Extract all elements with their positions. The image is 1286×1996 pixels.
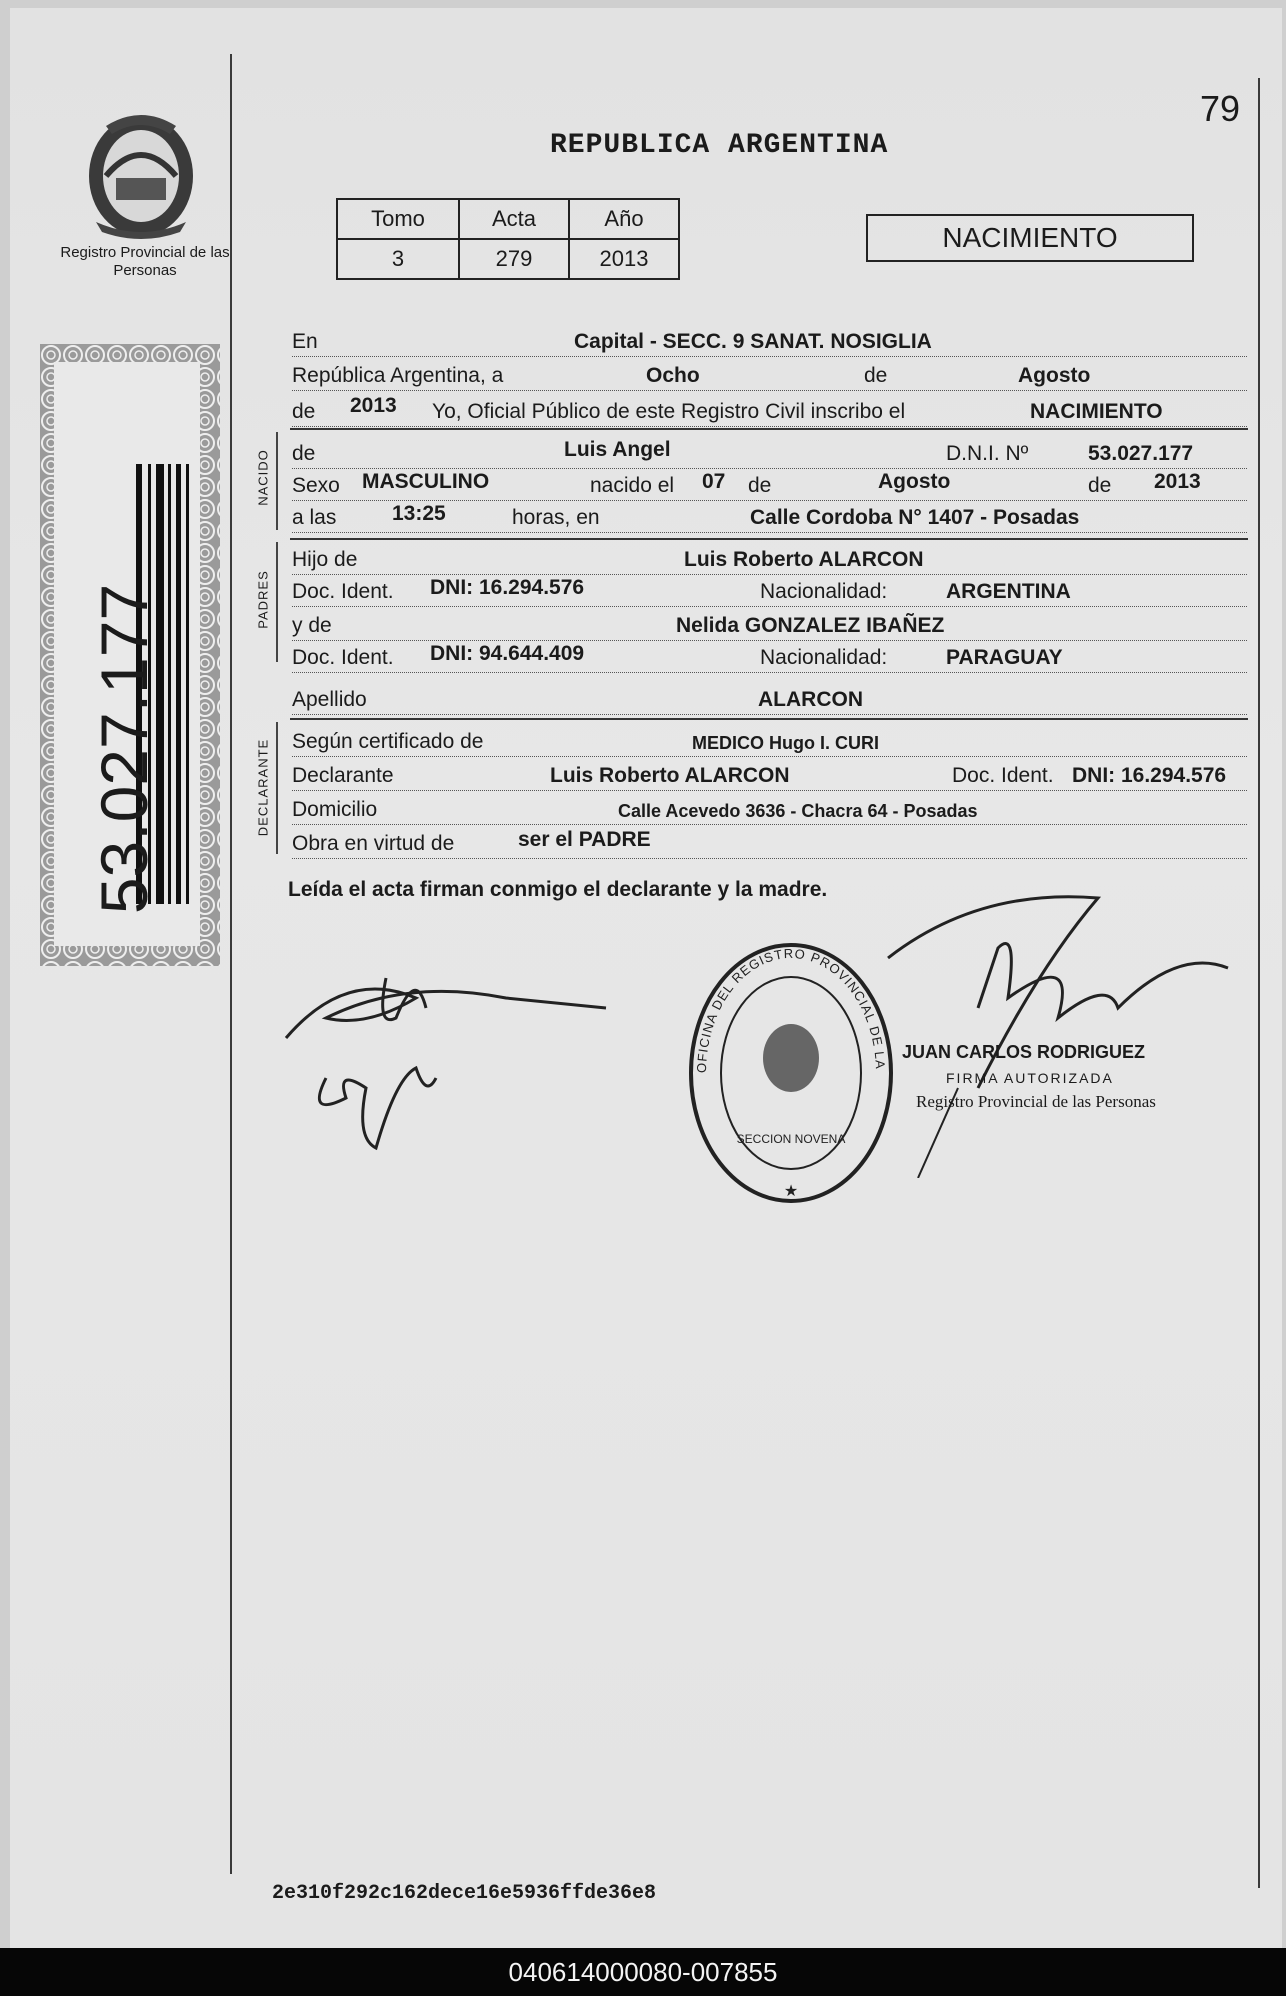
nacido-dni-value: 53.027.177 xyxy=(1088,442,1194,465)
en-value: Capital - SECC. 9 SANAT. NOSIGLIA xyxy=(574,330,932,353)
padres-bracket xyxy=(276,542,278,662)
nacido-dni-label: D.N.I. Nº xyxy=(946,442,1029,465)
madre-nac-label: Nacionalidad: xyxy=(760,646,888,669)
declarante-label: Declarante xyxy=(292,764,394,787)
row-sexo xyxy=(292,470,1247,501)
document-hash: 2e310f292c162dece16e5936ffde36e8 xyxy=(272,1882,657,1905)
inscribo-value: NACIMIENTO xyxy=(1030,400,1163,423)
separator xyxy=(290,538,1248,540)
row-nacido-nombre xyxy=(292,438,1247,469)
seal-inner-text: SECCION NOVENA xyxy=(736,1132,846,1146)
hora-value: 13:25 xyxy=(392,502,446,525)
intro-anio-value: 2013 xyxy=(350,394,397,417)
lugar-value: Calle Cordoba N° 1407 - Posadas xyxy=(750,506,1080,529)
padre-nac-value: ARGENTINA xyxy=(946,580,1071,603)
hijo-de-label: Hijo de xyxy=(292,548,358,571)
firma-autorizada: FIRMA AUTORIZADA xyxy=(946,1070,1114,1086)
nacido-el-label: nacido el xyxy=(590,474,675,497)
sexo-value: MASCULINO xyxy=(362,470,490,493)
padre-doc-value: DNI: 16.294.576 xyxy=(430,576,585,599)
padre-nac-label: Nacionalidad: xyxy=(760,580,888,603)
nacido-mes-value: Agosto xyxy=(878,470,951,493)
officer-registro: Registro Provincial de las Personas xyxy=(916,1092,1156,1111)
barcode-panel xyxy=(40,344,220,966)
certificado-label: Según certificado de xyxy=(292,730,484,753)
padre-value: Luis Roberto ALARCON xyxy=(684,548,924,571)
barcode-number: 53.027.177 xyxy=(87,583,161,915)
declarant-signature-icon xyxy=(266,958,626,1158)
de-label: de xyxy=(864,364,888,387)
madre-doc-label: Doc. Ident. xyxy=(292,646,394,669)
declarante-section-label: DECLARANTE xyxy=(255,738,271,837)
alas-label: a las xyxy=(292,506,337,529)
row-domicilio xyxy=(292,794,1247,825)
nacido-section-label: NACIDO xyxy=(255,449,271,506)
nacido-nombre-value: Luis Angel xyxy=(564,438,671,461)
declarante-value: Luis Roberto ALARCON xyxy=(550,764,790,787)
nacido-de2-label: de xyxy=(748,474,772,497)
tipo-acta-box: NACIMIENTO xyxy=(866,214,1194,262)
officer-signature-icon xyxy=(878,888,1238,1178)
nacido-anio-value: 2013 xyxy=(1154,470,1201,493)
separator xyxy=(290,718,1248,720)
row-hora xyxy=(292,502,1247,533)
footer-code: 040614000080-007855 xyxy=(0,1948,1286,1996)
nacido-de-label: de xyxy=(292,442,316,465)
madre-value: Nelida GONZALEZ IBAÑEZ xyxy=(676,614,945,637)
tomo-label: Tomo xyxy=(337,199,459,239)
row-yo xyxy=(292,396,1247,427)
certificado-value: MEDICO Hugo I. CURI xyxy=(692,733,879,753)
row-hijo-de xyxy=(292,544,1247,575)
republica-label: República Argentina, a xyxy=(292,364,504,387)
tomo-acta-anio-table xyxy=(336,198,680,280)
y-de-label: y de xyxy=(292,614,332,637)
row-republica xyxy=(292,360,1247,391)
sexo-label: Sexo xyxy=(292,474,340,497)
nacido-dia-value: 07 xyxy=(702,470,726,493)
yo-text: Yo, Oficial Público de este Registro Civil inscribo el xyxy=(432,400,906,423)
official-seal xyxy=(686,938,896,1208)
acta-label: Acta xyxy=(459,199,569,239)
de2-label: de xyxy=(292,400,316,423)
row-certificado xyxy=(292,726,1247,757)
page-title: REPUBLICA ARGENTINA xyxy=(550,130,889,161)
obra-value: ser el PADRE xyxy=(518,828,651,851)
mes-value: Agosto xyxy=(1018,364,1091,387)
row-apellido xyxy=(292,684,1247,715)
en-label: En xyxy=(292,330,318,353)
page-number: 79 xyxy=(1200,88,1241,129)
horas-en-label: horas, en xyxy=(512,506,600,529)
madre-doc-value: DNI: 94.644.409 xyxy=(430,642,585,665)
left-frame-line xyxy=(230,54,232,1874)
left-column xyxy=(20,8,240,1948)
row-declarante xyxy=(292,760,1247,791)
declarante-bracket xyxy=(276,722,278,854)
right-frame-line xyxy=(1258,78,1260,1888)
nacido-de3-label: de xyxy=(1088,474,1112,497)
madre-nac-value: PARAGUAY xyxy=(946,646,1063,669)
anio-value: 2013 xyxy=(569,239,679,279)
registro-logo-text: Registro Provincial de las Personas xyxy=(60,244,230,279)
row-obra xyxy=(292,828,1247,859)
padres-section-label: PADRES xyxy=(255,570,271,629)
acta-value: 279 xyxy=(459,239,569,279)
obra-label: Obra en virtud de xyxy=(292,832,455,855)
row-en xyxy=(292,326,1247,357)
padre-doc-label: Doc. Ident. xyxy=(292,580,394,603)
apellido-value: ALARCON xyxy=(758,688,863,711)
declarante-doc-value: DNI: 16.294.576 xyxy=(1072,764,1227,787)
closing-text: Leída el acta firman conmigo el declarante y la madre. xyxy=(288,878,828,901)
misiones-coat-of-arms-icon xyxy=(76,104,206,244)
row-y-de xyxy=(292,610,1247,641)
domicilio-value: Calle Acevedo 3636 - Chacra 64 - Posadas xyxy=(618,801,978,821)
seal-outer-text: OFICINA DEL REGISTRO PROVINCIAL DE LA xyxy=(693,945,889,1074)
row-padre-doc xyxy=(292,576,1247,607)
nacido-bracket xyxy=(276,432,278,530)
row-madre-doc xyxy=(292,642,1247,673)
tomo-value: 3 xyxy=(337,239,459,279)
dia-value: Ocho xyxy=(646,364,700,387)
domicilio-label: Domicilio xyxy=(292,798,378,821)
document-page xyxy=(10,8,1282,1948)
officer-name: JUAN CARLOS RODRIGUEZ xyxy=(902,1042,1146,1062)
separator xyxy=(290,428,1248,430)
svg-text:★: ★ xyxy=(783,1181,799,1200)
declarante-doc-label: Doc. Ident. xyxy=(952,764,1054,787)
anio-label: Año xyxy=(569,199,679,239)
apellido-label: Apellido xyxy=(292,688,367,711)
